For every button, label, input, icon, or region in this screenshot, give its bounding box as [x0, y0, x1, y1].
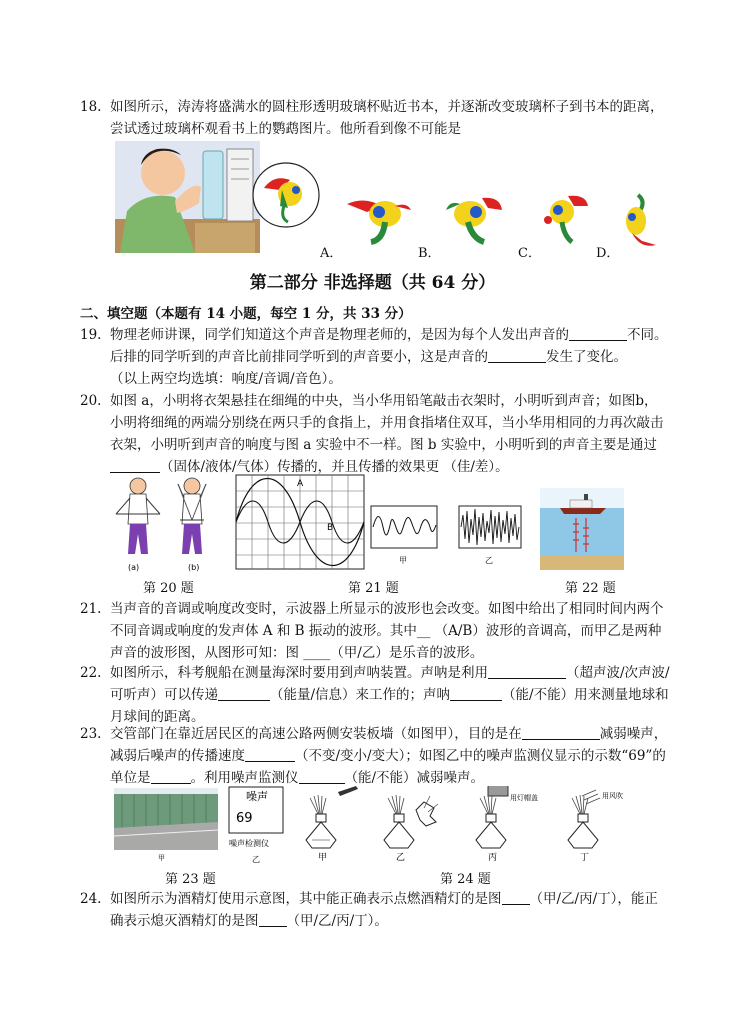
sonar-ship-illustration: [540, 488, 624, 574]
device-label: 噪声检测仪: [229, 839, 269, 848]
label-jia: 甲: [399, 556, 407, 565]
boy-with-glass-illustration: [115, 141, 260, 253]
parrot-option-d-image: [618, 193, 658, 255]
question-number: 18.: [80, 99, 102, 115]
question-text: 减弱噪声，减弱后噪声的传播速度: [110, 726, 668, 764]
alcohol-lamp-figures: [300, 786, 645, 870]
option-d-label: D．: [596, 246, 620, 261]
noise-monitor-figure: [228, 786, 288, 870]
question-text: 如图所示为酒精灯使用示意图，其中能正确表示点燃酒精灯的是图: [110, 891, 502, 907]
part-two-heading: 第二部分 非选择题（共 64 分）: [249, 273, 496, 293]
label-jia: 甲: [318, 853, 328, 863]
label-ding: 丁: [580, 853, 590, 863]
question-text: 交管部门在靠近居民区的高速公路两侧安装板墙（如图甲），目的是在: [110, 726, 522, 742]
answer-blank[interactable]: [110, 458, 160, 473]
lamp-ding: [568, 790, 623, 863]
label-yi: 乙: [252, 855, 260, 864]
question-text: 不同。后排的同学听到的声音比前排同学听到的声音要小，这是声音的: [110, 327, 668, 365]
question-text: （甲/乙/丙/丁），能正确表示熄灭酒精灯的是图: [110, 891, 658, 929]
question-text: 当声音的音调或响度改变时，示波器上所显示的波形也会改变。如图中给出了相同时间内两个不同音调或响度的发声体 A 和 B 振动的波形。其中__ （A/B）波形的音调高，而甲乙是两种声音的波形图，从图形可知：图 ____（甲/乙）是乐音的波形。: [110, 601, 664, 661]
waveform-yi: [458, 505, 522, 573]
answer-blank[interactable]: [218, 686, 270, 701]
caption-q21: 第 21 题: [348, 581, 399, 596]
answer-blank[interactable]: [299, 769, 345, 784]
question-text: （超声波/次声波/可听声）可以传递: [110, 665, 670, 703]
label-bing: 丙: [488, 853, 498, 863]
highway-sound-barrier-photo: [114, 788, 218, 866]
answer-blank[interactable]: [502, 890, 530, 905]
question-18: [80, 96, 670, 140]
question-text: （能/不能）减弱噪声。: [344, 770, 485, 786]
cap-label: 用灯帽盖: [510, 794, 538, 802]
answer-blank[interactable]: [151, 769, 191, 784]
answer-blank[interactable]: [522, 725, 600, 740]
lamp-yi: [384, 795, 438, 863]
answer-blank[interactable]: [245, 747, 295, 762]
caption-q20: 第 20 题: [143, 581, 194, 596]
question-19: [80, 324, 670, 390]
magnified-parrot-circle: [250, 160, 322, 234]
coat-hanger-experiment-illustration: [110, 474, 220, 578]
answer-blank[interactable]: [259, 912, 287, 927]
question-text: 如图所示，科考舰船在测量海深时要用到声呐装置。声呐是利用: [110, 665, 488, 681]
caption-q23: 第 23 题: [165, 872, 216, 887]
label-yi: 乙: [485, 556, 493, 565]
question-text: 如图所示，涛涛将盛满水的圆柱形透明玻璃杯贴近书本，并逐渐改变玻璃杯子到书本的距离，尝试透过玻璃杯观看书上的鹦鹉图片。他所看到像不可能是: [110, 99, 664, 137]
question-number: 19.: [80, 327, 102, 343]
answer-blank[interactable]: [450, 686, 502, 701]
question-text: 。利用噪声监测仪: [190, 770, 299, 786]
noise-value: 69: [236, 811, 253, 826]
caption-q24: 第 24 题: [440, 872, 491, 887]
question-text: （不变/变小/变大）；如图乙中的噪声监测仪显示的示数“69”的单位是: [110, 748, 666, 786]
question-21: [80, 598, 670, 664]
noise-title: 噪声: [246, 790, 268, 803]
label-jia: 甲: [158, 854, 165, 862]
answer-blank[interactable]: [569, 326, 627, 341]
question-number: 20.: [80, 393, 102, 409]
blow-label: 用风吹: [602, 792, 623, 800]
label-yi: 乙: [396, 853, 406, 863]
label-b: (b): [188, 563, 200, 572]
question-text: （能量/信息）来工作的；声呐: [270, 687, 451, 703]
parrot-option-c-image: [538, 192, 590, 252]
question-text: （固体/液体/气体）传播的，并且传播的效果更 （佳/差）。: [160, 459, 509, 475]
option-c-label: C．: [518, 246, 541, 261]
question-24: [80, 888, 670, 932]
question-text: 发生了变化。: [546, 349, 627, 365]
wave-label-b: B: [327, 523, 334, 533]
label-a: (a): [128, 563, 140, 572]
lamp-jia: [306, 786, 358, 863]
section-heading: 二、填空题（本题有 14 小题，每空 1 分，共 33 分）: [80, 306, 412, 322]
wave-label-a: A: [297, 479, 304, 489]
question-number: 23.: [80, 726, 102, 742]
oscilloscope-waves-ab: [235, 474, 365, 574]
question-22: [80, 662, 670, 728]
question-20: [80, 390, 670, 478]
option-a-label: A．: [320, 246, 343, 261]
waveform-jia: [370, 505, 438, 573]
question-number: 21.: [80, 601, 102, 617]
question-text: 物理老师讲课，同学们知道这个声音是物理老师的，是因为每个人发出声音的: [110, 327, 569, 343]
question-text: 如图 a，小明将衣架悬挂在细绳的中央，当小华用铅笔敲击衣架时，小明听到声音；如图b，小明将细绳的两端分别绕在两只手的食指上，并用食指堵住双耳，当小华用相同的力再次敲击衣架，小明听到声音的响度与图 a 实验中不一样。图 b 实验中，小明听到的声音主要是通过: [110, 393, 664, 453]
option-b-label: B．: [418, 246, 441, 261]
answer-blank[interactable]: [488, 664, 566, 679]
lamp-bing: [476, 786, 538, 863]
answer-blank[interactable]: [488, 348, 546, 363]
parrot-option-b-image: [442, 192, 504, 252]
question-text: （能/不能）用来测量地球和月球间的距离。: [110, 687, 669, 725]
caption-q22: 第 22 题: [565, 581, 616, 596]
question-number: 24.: [80, 891, 102, 907]
parrot-option-a-image: [345, 192, 415, 252]
question-hint: （以上两空均选填：响度/音调/音色）。: [110, 371, 342, 387]
question-text: （甲/乙/丙/丁）。: [286, 913, 388, 929]
question-number: 22.: [80, 665, 102, 681]
question-23: [80, 723, 670, 789]
